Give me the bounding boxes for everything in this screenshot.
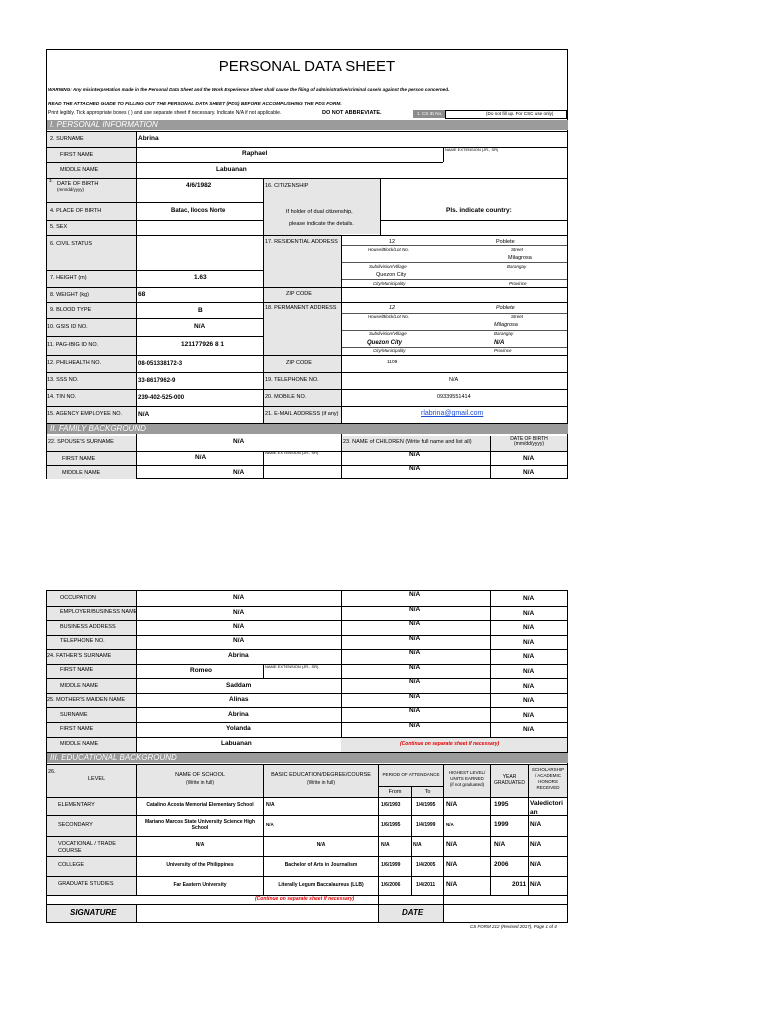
mother-surname-value[interactable]: Abrina [228,711,249,718]
employer-value[interactable]: N/A [233,609,245,616]
spouse-middle-label: MIDDLE NAME [62,470,101,476]
edu-row-to[interactable]: 1/4/2005 [416,862,436,868]
perm-house-caption: House/Block/Lot No. [368,314,410,319]
spouse-telephone-label: TELEPHONE NO. [60,638,105,644]
child-6-name[interactable]: N/A [409,635,421,642]
cs-note: (Do not fill up. For CSC use only) [486,111,554,116]
edu-row-to[interactable]: 1/4/1995 [416,802,436,808]
father-first-value[interactable]: Romeo [190,667,213,674]
edu-row-honors[interactable]: N/A [530,861,542,868]
mother-first-label: FIRST NAME [60,726,94,732]
date-label: DATE [402,908,424,917]
edu-row-course[interactable]: Bachelor of Arts in Journalism [284,862,358,868]
res-province-caption: Province [509,281,527,286]
blood-type-label: 9. BLOOD TYPE [50,307,92,313]
honors-header-2: / ACADEMIC [534,773,561,778]
course-header: BASIC EDUCATION/DEGREE/COURSE [271,772,371,778]
edu-row-highest[interactable]: N/A [446,881,458,888]
highest-level-header-2: UNITS EARNED [450,776,484,781]
dob-value[interactable]: 4/6/1982 [186,182,212,189]
year-graduated-header-2: GRADUATED [493,780,526,786]
page-title: PERSONAL DATA SHEET [218,58,396,75]
child-1-name[interactable]: N/A [409,451,421,458]
pagibig-label: 11. PAG-IBIG ID NO. [47,342,99,348]
edu-row-school[interactable]: Far Eastern University [173,882,227,888]
father-first-label: FIRST NAME [60,667,94,673]
child-9-name[interactable]: N/A [409,678,421,685]
highest-level-header-3: (if not graduated) [449,782,485,787]
dob-num: 3. [49,178,53,183]
email-label: 21. E-MAIL ADDRESS (if any) [265,411,339,417]
child-12-dob[interactable]: N/A [523,726,535,733]
height-value[interactable]: 1.63 [194,274,207,281]
edu-row-year[interactable]: 1999 [494,821,509,828]
res-barangay-caption: Barangay [507,264,527,269]
child-2-name[interactable]: N/A [409,465,421,472]
edu-row-highest[interactable]: N/A [446,801,458,808]
perm-zip-label: ZIP CODE [286,360,312,366]
middle-name-label: MIDDLE NAME [60,167,99,173]
father-surname-value[interactable]: Abrina [228,652,249,659]
weight-value[interactable]: 68 [138,291,146,298]
edu-row-level: ELEMENTARY [58,802,95,808]
perm-province[interactable]: N/A [494,340,505,346]
child-11-dob[interactable]: N/A [523,712,535,719]
edu-row-honors[interactable]: N/A [530,841,542,848]
dual-citizenship-note-1: If holder of dual citizenship, [286,209,353,215]
edu-row-school[interactable]: Mariano Marcos State University Science High School [144,819,256,831]
do-not-abbreviate: DO NOT ABBREVIATE. [322,110,382,116]
pob-value[interactable]: Batac, Ilocos Norte [171,208,226,214]
edu-row-year[interactable]: N/A [494,841,506,848]
child-5-dob[interactable]: N/A [523,624,535,631]
occupation-label: OCCUPATION [60,595,96,601]
year-graduated-header-1: YEAR [502,774,517,780]
occupation-value[interactable]: N/A [233,594,245,601]
surname-label: 2. SURNAME [50,136,84,142]
edu-row-level: COLLEGE [58,862,84,868]
form-footer: CS FORM 212 (Revised 2017), Page 1 of 4 [470,924,557,929]
print-legibly-text: Print legibly. Tick appropriate boxes ( ) and use separate sheet if necessary. Indicate N/A if not applicable. [48,110,282,116]
section-family-background: II. FAMILY BACKGROUND [47,424,568,434]
period-to-header: To [424,789,431,795]
child-10-dob[interactable]: N/A [523,697,535,704]
child-7-dob[interactable]: N/A [523,653,535,660]
perm-street[interactable]: Poblete [496,305,515,311]
mother-surname-label: SURNAME [60,712,88,718]
mobile-label: 20. MOBILE NO. [265,394,307,400]
course-header-note: (Write in full) [307,780,335,786]
agency-value[interactable]: N/A [138,411,150,418]
edu-row-honors[interactable]: N/A [530,821,542,828]
edu-row-year[interactable]: 2011 [512,881,527,888]
mother-middle-label: MIDDLE NAME [60,741,99,747]
father-middle-label: MIDDLE NAME [60,683,99,689]
highest-level-header-1: HIGHEST LEVEL/ [448,770,486,775]
mother-maiden-value[interactable]: Alinas [229,696,249,703]
gsis-value[interactable]: N/A [194,323,206,330]
child-6-dob[interactable]: N/A [523,639,535,646]
education-continue-note: (Continue on separate sheet if necessary) [255,896,355,902]
cs-id-label: 1. CS ID No. [417,111,443,116]
child-3-name[interactable]: N/A [409,591,421,598]
surname-value[interactable]: Abrina [138,135,159,142]
school-header: NAME OF SCHOOL [175,772,225,778]
edu-row-honors[interactable]: Valedictorian [530,800,563,816]
edu-row-honors[interactable]: N/A [530,881,542,888]
child-4-dob[interactable]: N/A [523,610,535,617]
citizenship-label: 16. CITIZENSHIP [265,183,309,189]
perm-subdivision-caption: Subdivision/Village [369,331,407,336]
res-barangay[interactable]: Milagrosa [508,255,532,261]
education-level-header: LEVEL [88,776,106,782]
edu-row-highest[interactable]: N/A [446,841,458,848]
email-value[interactable]: rlabrina@gmail.com [421,410,484,417]
edu-row-to[interactable]: 1/4/1999 [416,822,436,828]
civil-status-label: 6. CIVIL STATUS [50,241,93,247]
honors-header-3: HONORS [538,779,558,784]
child-3-dob[interactable]: N/A [523,595,535,602]
pob-label: 4. PLACE OF BIRTH [50,208,102,214]
education-num: 26. [48,769,56,775]
philhealth-value[interactable]: 08-051338172-3 [138,361,183,367]
child-5-name[interactable]: N/A [409,620,421,627]
perm-city[interactable]: Quezon City [367,340,403,346]
edu-row-course[interactable]: Literally Legum Baccalaureus (LLB) [278,882,364,888]
mother-maiden-label: 25. MOTHER'S MAIDEN NAME [47,697,126,703]
weight-label: 8. WEIGHT (kg) [50,292,90,298]
child-12-name[interactable]: N/A [409,722,421,729]
mother-middle-value[interactable]: Labuanan [221,740,252,747]
res-city-caption: City/Municipality [373,281,406,286]
family-continue-note: (Continue on separate sheet if necessary) [400,741,500,747]
res-subdivision-caption: Subdivision/Village [369,264,407,269]
dob-format: (mm/dd/yyyy) [57,187,84,192]
employer-label: EMPLOYER/BUSINESS NAME [60,609,138,615]
mobile-value[interactable]: 09339551414 [437,394,471,400]
first-name-label: FIRST NAME [60,152,94,158]
res-street[interactable]: Poblete [496,239,515,245]
father-ext-label: NAME EXTENSION (JR., SR) [265,664,319,669]
tin-value[interactable]: 239-402-525-000 [138,395,185,401]
edu-row-school[interactable]: Catalino Acosta Memorial Elementary School [146,802,254,808]
signature-field[interactable] [137,905,378,922]
period-from-header: From [388,789,402,795]
edu-row-highest[interactable]: N/A [446,861,458,868]
spouse-surname-label: 22. SPOUSE'S SURNAME [48,439,114,445]
sss-value[interactable]: 33-8617962-9 [138,378,176,384]
blood-type-value[interactable]: B [198,307,203,314]
dob-label: DATE OF BIRTH [57,181,99,187]
spouse-first-label: FIRST NAME [62,456,96,462]
edu-row-course[interactable]: N/A [316,842,326,848]
tin-label: 14. TIN NO. [47,394,77,400]
edu-row-from[interactable]: N/A [381,842,390,848]
perm-street-caption: Street [511,314,524,319]
business-address-value[interactable]: N/A [233,623,245,630]
edu-row-course[interactable]: N/A [266,802,275,808]
zip-code-label: ZIP CODE [286,291,312,297]
warning-text: WARNING: Any misinterpretation made in the Personal Data Sheet and the Work Experience Sheet shall cause the filing of administrative/criminal case/s against the person concerned. [48,87,450,92]
pagibig-value[interactable]: 121177926 8 1 [181,341,225,348]
child-11-name[interactable]: N/A [409,707,421,714]
perm-province-caption: Province [494,348,512,353]
res-house-caption: House/Block/Lot No. [368,247,410,252]
father-middle-value[interactable]: Saddam [226,682,252,689]
mother-first-value[interactable]: Yolanda [226,725,251,732]
edu-row-from[interactable]: 1/6/1995 [381,822,401,828]
edu-row-year[interactable]: 2006 [494,861,509,868]
child-10-name[interactable]: N/A [409,693,421,700]
father-surname-label: 24. FATHER'S SURNAME [47,653,112,659]
edu-row-from[interactable]: 1/6/1999 [381,862,401,868]
school-header-note: (Write in full) [186,780,214,786]
edu-row-year[interactable]: 1995 [494,801,509,808]
section-educational-background: III. EDUCATIONAL BACKGROUND [47,753,568,763]
height-label: 7. HEIGHT (m) [50,275,87,281]
perm-barangay-caption: Barangay [494,331,514,336]
perm-city-caption: City/Municipality [373,348,406,353]
child-9-dob[interactable]: N/A [523,683,535,690]
read-guide-text: READ THE ATTACHED GUIDE TO FILLING OUT THE PERSONAL DATA SHEET (PDS) BEFORE ACCOMPLISHING THE PDS FORM. [48,102,342,107]
res-city[interactable]: Quezon City [376,272,407,278]
business-address-label: BUSINESS ADDRESS [60,624,116,630]
children-label: 23. NAME of CHILDREN (Write full name and list all) [343,439,472,445]
edu-row-level: GRADUATE STUDIES [58,881,114,887]
edu-row-course[interactable]: N/A [266,822,274,827]
edu-row-to[interactable]: 1/4/2011 [416,882,436,888]
edu-row-to[interactable]: N/A [413,842,422,848]
agency-label: 15. AGENCY EMPLOYEE NO. [47,411,123,417]
child-8-name[interactable]: N/A [409,664,421,671]
edu-row-from[interactable]: 1/6/2006 [381,882,401,888]
period-header: PERIOD OF ATTENDANCE [382,772,440,777]
res-street-caption: Street [511,247,524,252]
telephone-label: 19. TELEPHONE NO. [265,377,319,383]
sex-label: 5. SEX [50,224,68,230]
child-1-dob[interactable]: N/A [523,455,535,462]
date-field[interactable] [444,905,567,922]
indicate-country-label: Pls. indicate country: [446,207,512,214]
sss-label: 13. SSS NO. [47,377,79,383]
edu-row-from[interactable]: 1/6/1993 [381,802,401,808]
perm-barangay[interactable]: Milagrosa [494,322,518,328]
child-7-name[interactable]: N/A [409,649,421,656]
edu-row-school[interactable]: N/A [195,842,205,848]
edu-row-level: SECONDARY [58,822,93,828]
permanent-address-label: 18. PERMANENT ADDRESS [265,305,337,311]
middle-name-value[interactable]: Labuanan [216,166,247,173]
spouse-ext-label: NAME EXTENSION (JR., SR) [265,450,319,455]
residential-address-label: 17. RESIDENTIAL ADDRESS [265,239,338,245]
child-dob-label: DATE OF BIRTH (mm/dd/yyyy) [510,436,548,447]
perm-zip-value[interactable]: 1109 [387,360,398,365]
section-personal-information: I. PERSONAL INFORMATION [47,120,568,130]
spouse-surname-value[interactable]: N/A [233,438,245,445]
signature-label: SIGNATURE [70,908,117,917]
telephone-value[interactable]: N/A [449,377,459,383]
dual-citizenship-note-2: please indicate the details. [289,221,354,227]
child-8-dob[interactable]: N/A [523,668,535,675]
name-extension-label: NAME EXTENSION (JR., SR) [445,147,499,152]
perm-house[interactable]: 12 [389,305,396,311]
spouse-telephone-value[interactable]: N/A [233,637,245,644]
honors-header-4: RECEIVED [536,785,560,790]
child-4-name[interactable]: N/A [409,606,421,613]
spouse-first-value[interactable]: N/A [195,454,207,461]
edu-row-school[interactable]: University of the Philippines [166,862,234,868]
spouse-middle-value[interactable]: N/A [233,469,245,476]
honors-header-1: SCHOLARSHIP [531,767,565,772]
philhealth-label: 12. PHILHEALTH NO. [47,360,101,366]
res-house[interactable]: 12 [389,239,396,245]
gsis-label: 10. GSIS ID NO. [47,324,88,330]
edu-row-level: VOCATIONAL / TRADE COURSE [58,841,116,854]
edu-row-highest[interactable]: N/A [446,822,454,827]
first-name-value[interactable]: Raphael [242,150,268,157]
child-2-dob[interactable]: N/A [523,469,535,476]
